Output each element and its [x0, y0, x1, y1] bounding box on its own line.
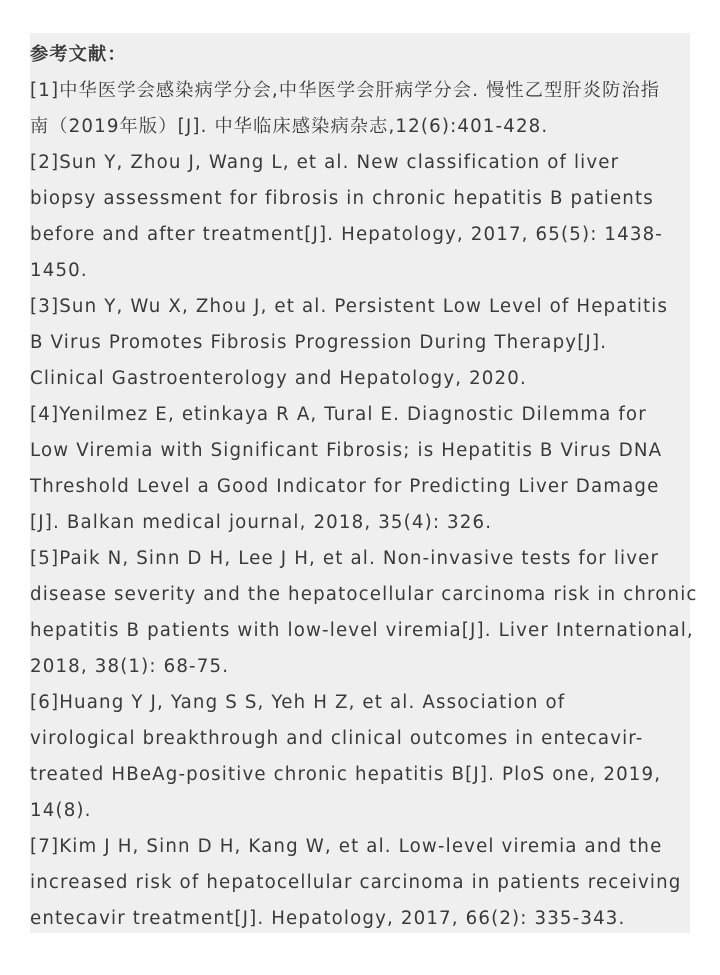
- reference-line: hepatitis B patients with low-level viremia[J]. Liver International,: [30, 620, 694, 641]
- reference-line: 1450.: [30, 260, 88, 281]
- reference-item-7: [30, 829, 700, 937]
- references-list: [30, 73, 700, 937]
- reference-line: Clinical Gastroenterology and Hepatology, 2020.: [30, 368, 527, 389]
- reference-item-1: [30, 73, 700, 145]
- reference-line: 2018, 38(1): 68-75.: [30, 656, 230, 677]
- reference-line: 14(8).: [30, 800, 92, 821]
- reference-line: [7]Kim J H, Sinn D H, Kang W, et al. Low-level viremia and the: [30, 836, 663, 857]
- reference-line: [6]Huang Y J, Yang S S, Yeh H Z, et al. Association of: [30, 692, 566, 713]
- reference-line: virological breakthrough and clinical outcomes in entecavir-: [30, 728, 644, 749]
- reference-line: B Virus Promotes Fibrosis Progression During Therapy[J].: [30, 332, 608, 353]
- reference-item-2: [30, 145, 700, 289]
- reference-line: entecavir treatment[J]. Hepatology, 2017, 66(2): 335-343.: [30, 908, 626, 929]
- reference-item-6: [30, 685, 700, 829]
- reference-line: treated HBeAg-positive chronic hepatitis B[J]. PloS one, 2019,: [30, 764, 662, 785]
- references-section: [30, 37, 700, 937]
- reference-item-5: [30, 541, 700, 685]
- references-heading: 参考文献：: [30, 44, 127, 65]
- reference-item-4: [30, 397, 700, 541]
- reference-line: Threshold Level a Good Indicator for Predicting Liver Damage: [30, 476, 660, 497]
- reference-line: [5]Paik N, Sinn D H, Lee J H, et al. Non-invasive tests for liver: [30, 548, 660, 569]
- reference-line: [4]Yenilmez E, etinkaya R A, Tural E. Diagnostic Dilemma for: [30, 404, 647, 425]
- reference-line: increased risk of hepatocellular carcinoma in patients receiving: [30, 872, 682, 893]
- reference-line: biopsy assessment for fibrosis in chronic hepatitis B patients: [30, 188, 654, 209]
- reference-line: Low Viremia with Significant Fibrosis; is Hepatitis B Virus DNA: [30, 440, 663, 461]
- reference-line: 南（2019年版）[J]. 中华临床感染病杂志,12(6):401-428.: [30, 116, 549, 137]
- reference-line: before and after treatment[J]. Hepatology, 2017, 65(5): 1438-: [30, 224, 664, 245]
- reference-line: [2]Sun Y, Zhou J, Wang L, et al. New classification of liver: [30, 152, 620, 173]
- reference-line: [1]中华医学会感染病学分会,中华医学会肝病学分会. 慢性乙型肝炎防治指: [30, 80, 661, 101]
- reference-line: [J]. Balkan medical journal, 2018, 35(4): 326.: [30, 512, 493, 533]
- reference-item-3: [30, 289, 700, 397]
- reference-line: disease severity and the hepatocellular carcinoma risk in chronic: [30, 584, 698, 605]
- reference-line: [3]Sun Y, Wu X, Zhou J, et al. Persistent Low Level of Hepatitis: [30, 296, 669, 317]
